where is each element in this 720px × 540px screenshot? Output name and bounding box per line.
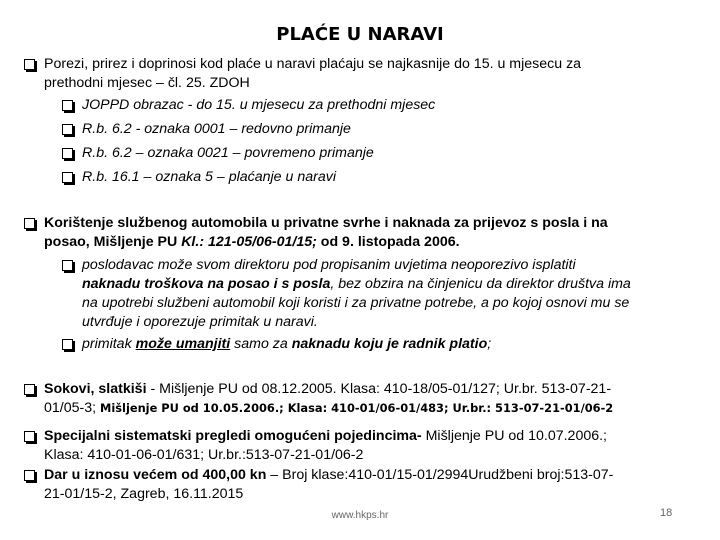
checkbox-bullet-icon bbox=[24, 218, 35, 229]
bullet-text: Porezi, prirez i doprinosi kod plaće u naravi plaćaju se najkasnije do 15. u mjesecu za prethodni mjesec – čl. 25. ZDOH bbox=[44, 56, 582, 91]
bullet-text: Specijalni sistematski pregledi omogućeni pojedincima- Mišljenje PU od 10.07.2006.; Klasa: 410-01-06-01/631; Ur.br.:513-07-21-01/06-2 bbox=[44, 428, 607, 463]
bullet-item bbox=[24, 55, 704, 93]
bullet-text: primitak može umanjiti samo za naknadu koju je radnik platio; bbox=[82, 336, 492, 352]
checkbox-bullet-icon bbox=[24, 59, 35, 70]
checkbox-bullet-icon bbox=[62, 124, 73, 135]
checkbox-bullet-icon bbox=[62, 172, 73, 183]
bullet-item bbox=[24, 427, 704, 465]
footer-url: www.hkps.hr bbox=[331, 510, 389, 521]
sub-bullet-item bbox=[62, 335, 702, 354]
checkbox-bullet-icon bbox=[24, 470, 35, 481]
bullet-item bbox=[24, 380, 704, 418]
bullet-text: Korištenje službenog automobila u privatne svrhe i naknada za prijevoz s posla i na posao, Mišljenje PU Kl.: 121-05/06-01/15; od 9. listopada 2006. bbox=[44, 215, 608, 250]
checkbox-bullet-icon bbox=[62, 100, 73, 111]
page-number: 18 bbox=[660, 507, 673, 519]
checkbox-bullet-icon bbox=[24, 384, 35, 395]
sub-bullet-item: R.b. 6.2 - oznaka 0001 – redovno primanje bbox=[62, 120, 702, 139]
bullet-item bbox=[24, 466, 704, 504]
bullet-text: Dar u iznosu većem od 400,00 kn – Broj klase:410-01/15-01/2994Urudžbeni broj:513-07- 21-01/15-2, Zagreb, 16.11.2015 bbox=[44, 467, 614, 502]
checkbox-bullet-icon bbox=[24, 431, 35, 442]
bullet-text: poslodavac može svom direktoru pod propisanim uvjetima neoporezivo isplatiti naknadu troškova na posao i s posla, bez obzira na činjenicu da direktor društva ima na upotrebi službeni automobil koji koristi i za privatne potrebe, a po kojoj osnovi mu se utvrđuje i oporezuje primitak u naravi. bbox=[82, 257, 631, 330]
bullet-item bbox=[24, 214, 704, 252]
sub-bullet-item: R.b. 6.2 – oznaka 0021 – povremeno primanje bbox=[62, 144, 702, 163]
checkbox-bullet-icon bbox=[62, 148, 73, 159]
checkbox-bullet-icon bbox=[62, 339, 73, 350]
sub-bullet-item bbox=[62, 256, 702, 332]
sub-bullet-item: R.b. 16.1 – oznaka 5 – plaćanje u naravi bbox=[62, 168, 702, 187]
slide-title: PLAĆE U NARAVI bbox=[276, 24, 444, 45]
sub-bullet-item: JOPPD obrazac - do 15. u mjesecu za prethodni mjesec bbox=[62, 96, 702, 115]
checkbox-bullet-icon bbox=[62, 260, 73, 271]
bullet-text: Sokovi, slatkiši - Mišljenje PU od 08.12.2005. Klasa: 410-18/05-01/127; Ur.br. 513-07-21- 01/05-3; Mišljenje PU od 10.05.2006.; Klasa: 410-01/06-01/483; Ur.br.: 513-07-21-01/06-2 bbox=[44, 381, 614, 416]
